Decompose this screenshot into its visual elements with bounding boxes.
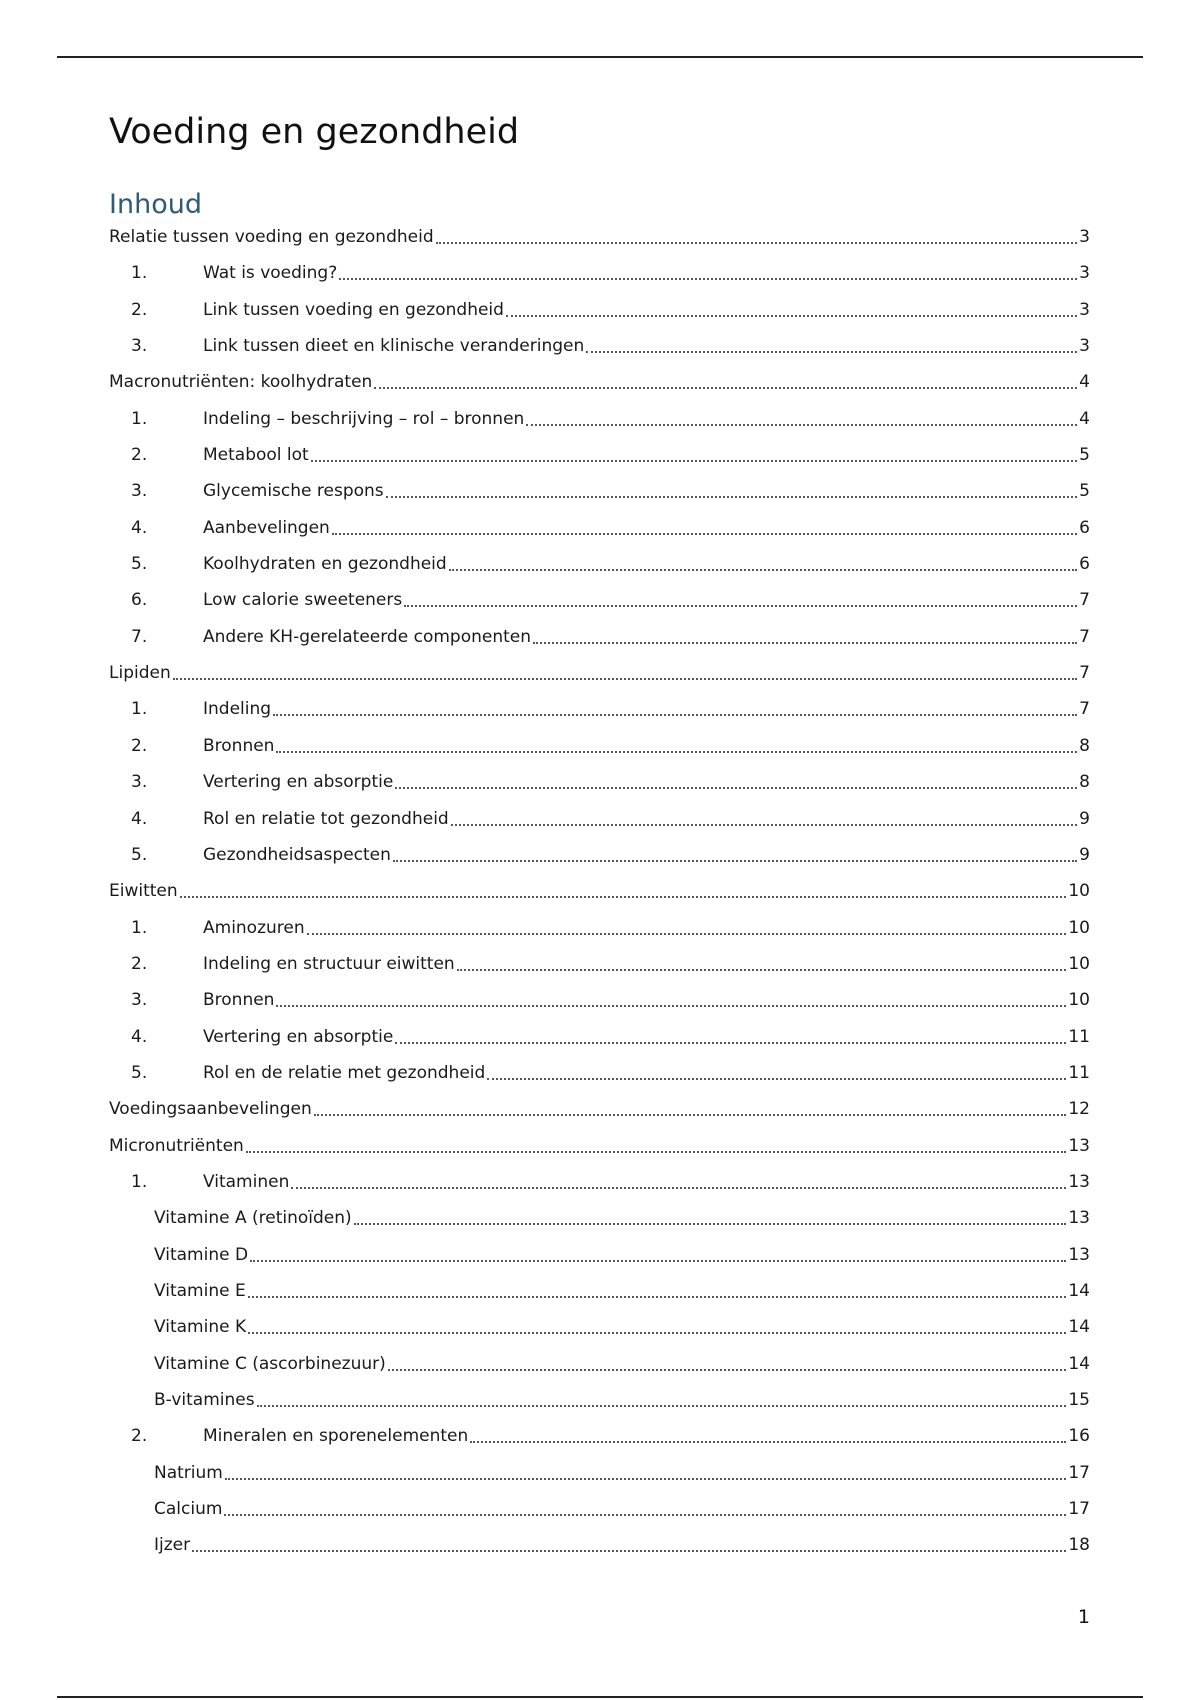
toc-entry-page: 4	[1079, 372, 1090, 393]
toc-leader-dots	[273, 698, 1077, 716]
toc-entry[interactable]	[109, 844, 1090, 880]
toc-entry-page: 8	[1079, 772, 1090, 793]
toc-entry-page: 17	[1068, 1462, 1090, 1483]
toc-entry-page: 8	[1079, 735, 1090, 756]
toc-leader-dots	[451, 808, 1077, 826]
toc-entry-title: Mineralen en sporenelementen	[203, 1426, 469, 1447]
toc-entry[interactable]	[109, 662, 1090, 698]
toc-heading: Inhoud	[109, 189, 202, 220]
toc-entry[interactable]	[109, 1135, 1090, 1171]
toc-leader-dots	[533, 626, 1077, 644]
toc-entry-number: 2.	[131, 445, 148, 466]
toc-entry-page: 17	[1068, 1499, 1090, 1520]
toc-entry[interactable]	[109, 1098, 1090, 1134]
toc-leader-dots	[386, 480, 1078, 498]
toc-entry-title: Voedingsaanbevelingen	[109, 1099, 312, 1120]
toc-entry-number: 1.	[131, 1171, 148, 1192]
toc-entry-page: 7	[1079, 590, 1090, 611]
toc-leader-dots	[311, 444, 1077, 462]
toc-entry-title: Natrium	[154, 1462, 223, 1483]
header-rule	[57, 56, 1143, 58]
toc-entry-title: Rol en de relatie met gezondheid	[203, 1062, 486, 1083]
toc-entry-title: Aminozuren	[203, 917, 305, 938]
toc-entry-number: 2.	[131, 299, 148, 320]
toc-leader-dots	[276, 735, 1077, 753]
toc-leader-dots	[180, 880, 1067, 898]
toc-leader-dots	[388, 1353, 1067, 1371]
toc-entry[interactable]	[109, 1425, 1090, 1461]
table-of-contents	[109, 226, 1090, 1571]
document-title: Voeding en gezondheid	[109, 112, 520, 152]
toc-entry-page: 5	[1079, 481, 1090, 502]
toc-leader-dots	[314, 1098, 1067, 1116]
toc-entry-title: Vertering en absorptie	[203, 772, 394, 793]
toc-entry-title: Link tussen dieet en klinische veranderingen	[203, 336, 585, 357]
toc-entry-title: Relatie tussen voeding en gezondheid	[109, 227, 434, 247]
toc-entry-number: 3.	[131, 336, 148, 357]
toc-entry[interactable]	[109, 1026, 1090, 1062]
toc-entry-title: Vertering en absorptie	[203, 1026, 394, 1047]
toc-entry-page: 14	[1068, 1280, 1090, 1301]
toc-entry[interactable]	[109, 517, 1090, 553]
toc-entry-page: 3	[1079, 336, 1090, 357]
toc-entry[interactable]	[109, 698, 1090, 734]
toc-entry-page: 18	[1068, 1535, 1090, 1556]
toc-entry[interactable]	[109, 735, 1090, 771]
toc-entry-title: B-vitamines	[154, 1390, 255, 1410]
toc-entry-page: 3	[1079, 227, 1090, 247]
toc-entry-title: Aanbevelingen	[203, 517, 330, 538]
toc-entry-number: 4.	[131, 808, 148, 829]
toc-entry-title: Vitaminen	[203, 1171, 290, 1192]
toc-entry[interactable]	[109, 1062, 1090, 1098]
toc-entry-page: 9	[1079, 808, 1090, 829]
toc-entry-page: 4	[1079, 408, 1090, 429]
toc-entry-title: Ijzer	[154, 1535, 191, 1556]
toc-leader-dots	[248, 1316, 1066, 1334]
toc-leader-dots	[248, 1280, 1067, 1298]
toc-leader-dots	[339, 262, 1077, 280]
toc-entry-number: 1.	[131, 699, 148, 720]
toc-entry-title: Rol en relatie tot gezondheid	[203, 808, 449, 829]
toc-entry-page: 11	[1068, 1026, 1090, 1047]
toc-leader-dots	[250, 1244, 1066, 1262]
toc-entry[interactable]	[109, 1244, 1090, 1280]
toc-leader-dots	[307, 917, 1067, 935]
toc-entry-title: Vitamine A (retinoïden)	[154, 1208, 352, 1229]
toc-entry[interactable]	[109, 626, 1090, 662]
toc-entry-number: 7.	[131, 626, 148, 647]
toc-entry-number: 2.	[131, 1426, 148, 1447]
toc-entry-page: 7	[1079, 663, 1090, 684]
toc-entry-number: 2.	[131, 735, 148, 756]
toc-entry-title: Indeling en structuur eiwitten	[203, 953, 455, 974]
toc-entry-title: Gezondheidsaspecten	[203, 844, 391, 865]
toc-entry-page: 9	[1079, 844, 1090, 865]
toc-entry-title: Eiwitten	[109, 881, 178, 902]
toc-entry[interactable]	[109, 262, 1090, 298]
toc-entry-title: Andere KH-gerelateerde componenten	[203, 626, 531, 647]
toc-leader-dots	[393, 844, 1077, 862]
toc-entry-page: 3	[1079, 299, 1090, 320]
toc-entry[interactable]	[109, 880, 1090, 916]
toc-entry-page: 3	[1079, 263, 1090, 284]
toc-entry-page: 13	[1068, 1135, 1090, 1156]
toc-entry-number: 4.	[131, 517, 148, 538]
toc-leader-dots	[526, 408, 1077, 426]
toc-leader-dots	[586, 335, 1077, 353]
toc-entry-title: Micronutriënten	[109, 1135, 244, 1156]
toc-entry-title: Vitamine D	[154, 1244, 249, 1265]
toc-entry-page: 10	[1068, 917, 1090, 938]
toc-entry-title: Macronutriënten: koolhydraten	[109, 372, 373, 393]
toc-entry-title: Glycemische respons	[203, 481, 384, 502]
toc-entry-number: 2.	[131, 953, 148, 974]
toc-entry-title: Koolhydraten en gezondheid	[203, 554, 447, 575]
toc-entry-number: 5.	[131, 1062, 148, 1083]
toc-leader-dots	[487, 1062, 1066, 1080]
toc-leader-dots	[291, 1171, 1066, 1189]
toc-entry[interactable]	[109, 553, 1090, 589]
toc-entry[interactable]	[109, 299, 1090, 335]
toc-entry-page: 7	[1079, 626, 1090, 647]
toc-entry-number: 3.	[131, 772, 148, 793]
toc-entry[interactable]	[109, 408, 1090, 444]
toc-entry-title: Calcium	[154, 1499, 223, 1520]
toc-entry-title: Vitamine E	[154, 1280, 246, 1301]
toc-entry-title: Link tussen voeding en gezondheid	[203, 299, 504, 320]
toc-entry[interactable]	[109, 1462, 1090, 1498]
toc-entry-page: 10	[1068, 953, 1090, 974]
toc-entry-page: 10	[1068, 990, 1090, 1011]
toc-entry-page: 12	[1068, 1099, 1090, 1120]
toc-leader-dots	[257, 1389, 1067, 1407]
toc-entry-number: 4.	[131, 1026, 148, 1047]
toc-leader-dots	[436, 226, 1078, 244]
toc-entry[interactable]	[109, 1389, 1090, 1425]
toc-leader-dots	[374, 371, 1077, 389]
toc-entry-number: 5.	[131, 554, 148, 575]
toc-entry[interactable]	[109, 444, 1090, 480]
toc-entry[interactable]	[109, 1353, 1090, 1389]
toc-entry[interactable]	[109, 989, 1090, 1025]
toc-entry-title: Vitamine K	[154, 1317, 247, 1338]
toc-entry[interactable]	[109, 953, 1090, 989]
toc-entry-page: 6	[1079, 554, 1090, 575]
toc-entry-number: 3.	[131, 990, 148, 1011]
toc-entry[interactable]	[109, 589, 1090, 625]
toc-leader-dots	[404, 589, 1077, 607]
toc-leader-dots	[173, 662, 1077, 680]
toc-entry[interactable]	[109, 1534, 1090, 1570]
toc-entry-number: 1.	[131, 408, 148, 429]
footer-rule	[57, 1696, 1143, 1698]
toc-leader-dots	[470, 1425, 1066, 1443]
toc-entry-page: 10	[1068, 881, 1090, 902]
toc-entry[interactable]	[109, 808, 1090, 844]
toc-entry-page: 16	[1068, 1426, 1090, 1447]
toc-entry[interactable]	[109, 226, 1090, 262]
toc-entry-number: 5.	[131, 844, 148, 865]
toc-entry-page: 7	[1079, 699, 1090, 720]
toc-leader-dots	[224, 1498, 1066, 1516]
toc-entry-page: 6	[1079, 517, 1090, 538]
toc-entry-number: 1.	[131, 917, 148, 938]
toc-entry[interactable]	[109, 917, 1090, 953]
toc-entry-page: 14	[1068, 1353, 1090, 1374]
toc-entry-title: Bronnen	[203, 990, 275, 1011]
toc-entry[interactable]	[109, 1498, 1090, 1534]
toc-leader-dots	[332, 517, 1077, 535]
toc-leader-dots	[395, 1026, 1066, 1044]
toc-entry-number: 6.	[131, 590, 148, 611]
toc-entry-title: Indeling	[203, 699, 272, 720]
toc-entry[interactable]	[109, 1207, 1090, 1243]
toc-entry-number: 1.	[131, 263, 148, 284]
toc-entry-title: Lipiden	[109, 663, 171, 684]
toc-entry-page: 14	[1068, 1317, 1090, 1338]
toc-entry[interactable]	[109, 480, 1090, 516]
toc-entry[interactable]	[109, 771, 1090, 807]
toc-entry-title: Vitamine C (ascorbinezuur)	[154, 1353, 386, 1374]
toc-leader-dots	[457, 953, 1067, 971]
toc-leader-dots	[354, 1207, 1067, 1225]
toc-entry-title: Metabool lot	[203, 445, 309, 466]
toc-entry-title: Low calorie sweeteners	[203, 590, 403, 611]
toc-entry-number: 3.	[131, 481, 148, 502]
toc-entry-page: 5	[1079, 445, 1090, 466]
toc-entry-title: Wat is voeding?	[203, 263, 338, 284]
toc-entry[interactable]	[109, 1316, 1090, 1352]
toc-leader-dots	[506, 299, 1077, 317]
toc-entry-page: 15	[1068, 1390, 1090, 1410]
toc-entry[interactable]	[109, 371, 1090, 407]
toc-entry-title: Indeling – beschrijving – rol – bronnen	[203, 408, 525, 429]
toc-entry[interactable]	[109, 1171, 1090, 1207]
toc-leader-dots	[276, 989, 1066, 1007]
toc-leader-dots	[246, 1135, 1067, 1153]
toc-entry[interactable]	[109, 1280, 1090, 1316]
toc-leader-dots	[395, 771, 1077, 789]
toc-entry-page: 13	[1068, 1244, 1090, 1265]
toc-entry[interactable]	[109, 335, 1090, 371]
toc-leader-dots	[449, 553, 1077, 571]
toc-entry-page: 13	[1068, 1171, 1090, 1192]
toc-leader-dots	[192, 1534, 1066, 1552]
toc-entry-title: Bronnen	[203, 735, 275, 756]
page-number: 1	[1077, 1606, 1090, 1628]
toc-entry-page: 13	[1068, 1208, 1090, 1229]
toc-leader-dots	[225, 1462, 1067, 1480]
toc-entry-page: 11	[1068, 1062, 1090, 1083]
